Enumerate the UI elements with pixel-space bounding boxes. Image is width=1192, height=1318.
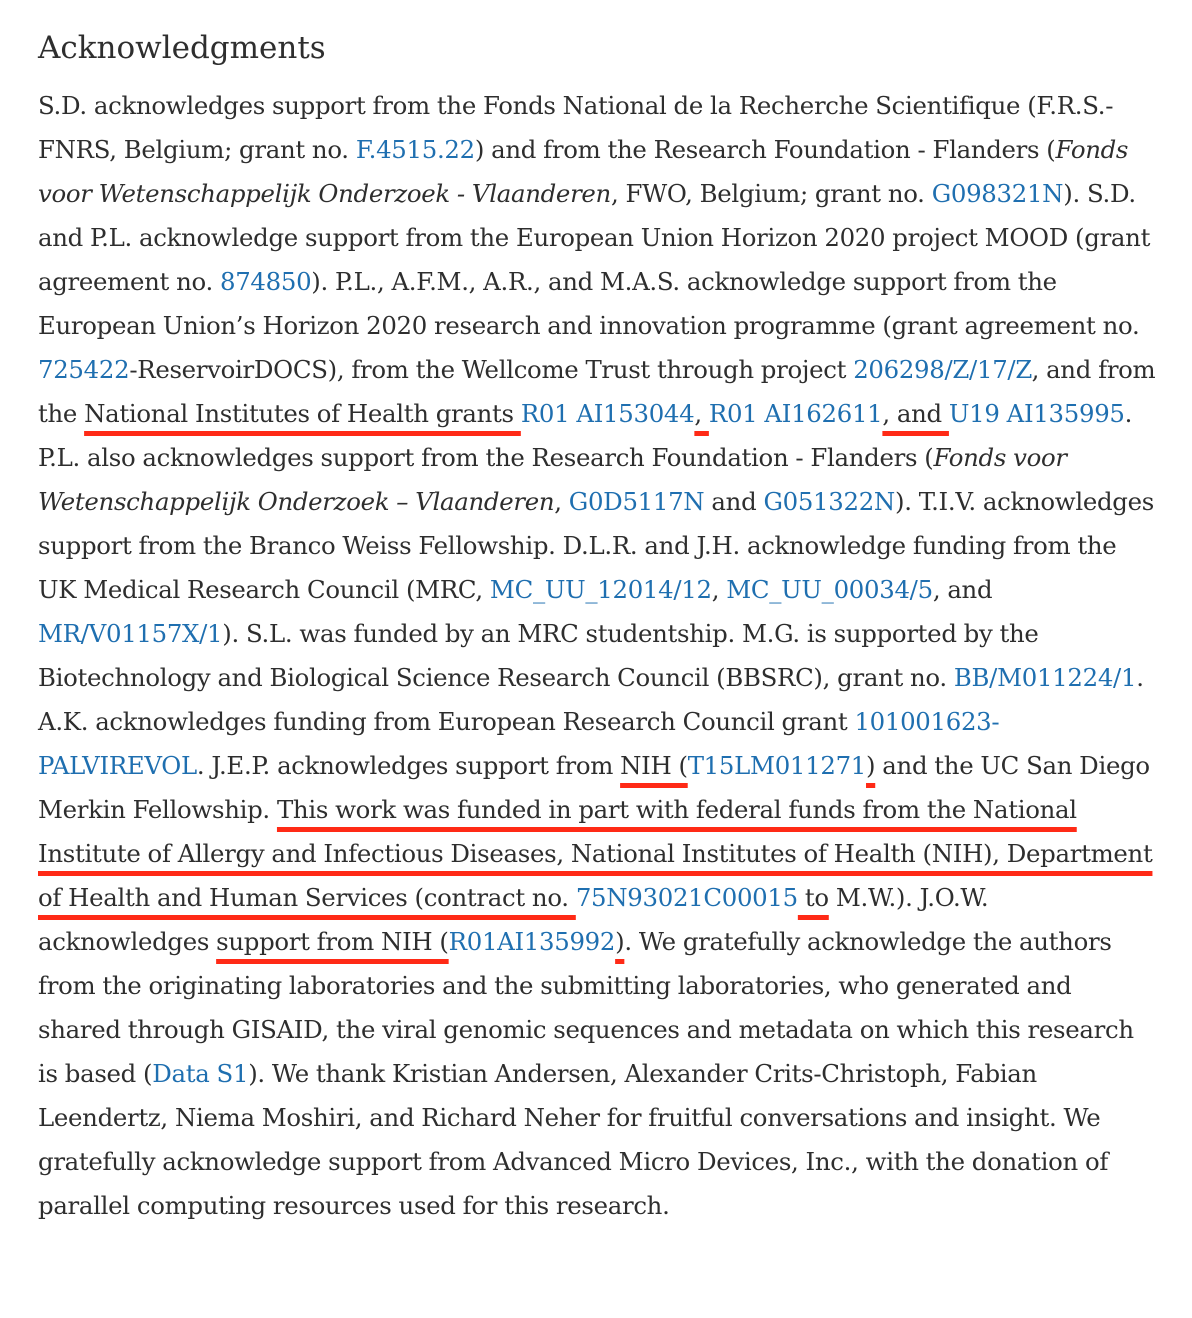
highlighted-text: ) [866, 751, 876, 780]
paragraph-text: S.D. acknowledges support from the Fonds National de la Recherche Scientifique (F.R.S.-FNRS, Belgium; grant no. [38, 91, 1114, 164]
paragraph-text: , and from the [38, 355, 1156, 428]
acknowledgments-paragraph [38, 84, 1158, 1228]
highlighted-text: , and [882, 399, 949, 428]
reference-link[interactable]: G098321N [931, 179, 1064, 208]
reference-link[interactable]: MC_UU_00034/5 [726, 575, 933, 604]
reference-link[interactable]: U19 AI135995 [948, 399, 1125, 428]
section-heading: Acknowledgments [38, 30, 326, 66]
reference-link[interactable]: G051322N [763, 487, 895, 516]
highlighted-text: This work was funded in part with federal funds from the National Institute of Allergy and Infectious Diseases, National Institutes of Health (NIH), Department of Health and Human Services (contract no. [38, 795, 1153, 912]
reference-link[interactable]: F.4515.22 [355, 135, 475, 164]
reference-link[interactable]: MR/V01157X/1 [38, 619, 223, 648]
italic-text: Fonds voor Wetenschappelijk Onderzoek - Vlaanderen [38, 135, 1129, 208]
reference-link[interactable]: R01 AI162611 [708, 399, 883, 428]
highlighted-text: , [694, 399, 709, 428]
acknowledgments-section [38, 22, 1158, 1228]
paragraph-text: ). S.D. and P.L. acknowledge support from the European Union Horizon 2020 project MOOD (grant agreement no. [38, 179, 1151, 296]
paragraph-text: and the UC San Diego Merkin Fellowship. [38, 751, 1150, 824]
paragraph-text: . We gratefully acknowledge the authors from the originating laboratories and the submitting laboratories, who generated and shared through GISAID, the viral genomic sequences and metadata on which this research is based ( [38, 927, 1134, 1088]
reference-link[interactable]: G0D5117N [568, 487, 705, 516]
highlighted-text: support from NIH ( [216, 927, 449, 956]
paragraph-text: , [711, 575, 727, 604]
reference-link[interactable]: BB/M011224/1 [953, 663, 1137, 692]
highlighted-text: NIH ( [620, 751, 688, 780]
paragraph-text: , FWO, Belgium; grant no. [610, 179, 932, 208]
italic-text: Fonds voor Wetenschappelijk Onderzoek – Vlaanderen [38, 443, 1067, 516]
reference-link[interactable]: 725422 [38, 355, 130, 384]
paragraph-text: . P.L. also acknowledges support from the Research Foundation - Flanders ( [38, 399, 1133, 472]
paragraph-text: -ReservoirDOCS), from the Wellcome Trust through project [129, 355, 854, 384]
paragraph-text: ). We thank Kristian Andersen, Alexander Crits-Christoph, Fabian Leendertz, Niema Moshiri, and Richard Neher for fruitful conversations and insight. We gratefully acknowledge support from Advanced Micro Devices, Inc., with the donation of parallel computing resources used for this research. [38, 1059, 1109, 1220]
paragraph-text: . J.E.P. acknowledges support from [196, 751, 621, 780]
paragraph-text: . A.K. acknowledges funding from European Research Council grant [38, 663, 1144, 736]
reference-link[interactable]: MC_UU_12014/12 [489, 575, 712, 604]
reference-link[interactable]: T15LM011271 [687, 751, 867, 780]
paragraph-text: ). T.I.V. acknowledges support from the Branco Weiss Fellowship. D.L.R. and J.H. acknowledge funding from the UK Medical Research Council (MRC, [38, 487, 1154, 604]
paragraph-text: M.W.). J.O.W. acknowledges [38, 883, 989, 956]
highlighted-text: ) [615, 927, 625, 956]
paragraph-text: ). S.L. was funded by an MRC studentship. M.G. is supported by the Biotechnology and Biological Science Research Council (BBSRC), grant no. [38, 619, 1039, 692]
reference-link[interactable]: R01 AI153044 [520, 399, 695, 428]
reference-link[interactable]: 874850 [219, 267, 312, 296]
paragraph-text: and [704, 487, 764, 516]
highlighted-text: to [797, 883, 829, 912]
reference-link[interactable]: Data S1 [152, 1059, 249, 1088]
paragraph-text: , [554, 487, 569, 516]
paragraph-text: ). P.L., A.F.M., A.R., and M.A.S. acknowledge support from the European Union’s Horizon 2020 research and innovation programme (grant agreement no. [38, 267, 1140, 340]
highlighted-text: National Institutes of Health grants [84, 399, 521, 428]
paragraph-text: ) and from the Research Foundation - Flanders ( [474, 135, 1056, 164]
reference-link[interactable]: R01AI135992 [448, 927, 616, 956]
reference-link[interactable]: 75N93021C00015 [575, 883, 798, 912]
reference-link[interactable]: 206298/Z/17/Z [853, 355, 1032, 384]
paragraph-text: , and [932, 575, 993, 604]
reference-link[interactable]: 101001623-PALVIREVOL [38, 707, 1000, 780]
